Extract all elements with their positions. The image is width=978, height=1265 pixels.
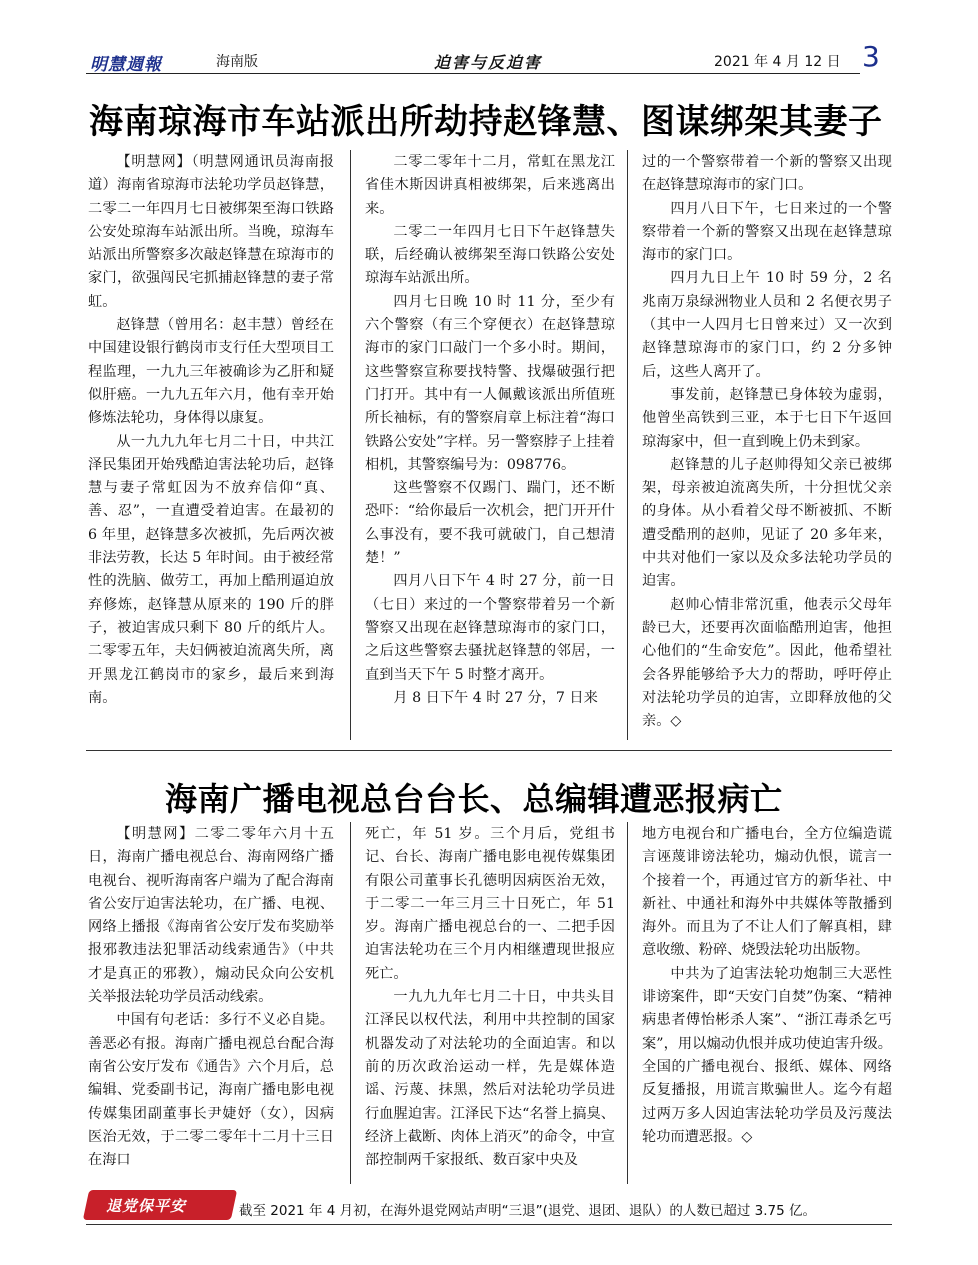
article1-headline: 海南琼海市车站派出所劫持赵锋慧、图谋绑架其妻子: [89, 102, 883, 142]
paragraph: 事发前，赵锋慧已身体较为虚弱，他曾坐高铁到三亚，本于七日下午返回琼海家中，但一直到晚上仍未到家。: [642, 386, 892, 450]
footer-divider: [86, 1224, 892, 1225]
page-number: 3: [862, 40, 880, 73]
article2-headline: 海南广播电视总台台长、总编辑遭恶报病亡: [165, 780, 783, 818]
issue-date: 2021 年 4 月 12 日: [714, 54, 841, 70]
paragraph: 【明慧网】二零二零年六月十五日，海南广播电视总台、海南网络广播电视台、视听海南客户端为了配合海南省公安厅迫害法轮功，在广播、电视、网络上播报《海南省公安厅发布奖励举报邪教违法犯罪活动线索通告》（中共才是真正的邪教），煽动民众向公安机关举报法轮功学员活动线索。: [88, 826, 334, 1006]
paragraph: 月 8 日下午 4 时 27 分，7 日来: [393, 689, 598, 706]
article1-column-2: [365, 151, 615, 710]
paragraph: 赵锋慧（曾用名：赵丰慧）曾经在中国建设银行鹤岗市支行任大型项目工程监理，一九九三年被确诊为乙肝和疑似肝癌。一九九五年六月，他有幸开始修炼法轮功，身体得以康复。: [88, 317, 334, 427]
article2-column-1: [88, 823, 334, 1172]
page-header: [86, 40, 886, 76]
column-divider: [350, 822, 351, 1184]
article1-column-3: [642, 151, 892, 733]
paragraph: 四月八日下午，七日来过的一个警察带着一个新的警察又出现在赵锋慧琼海市的家门口。: [642, 200, 892, 264]
paragraph: 四月八日下午 4 时 27 分，前一日（七日）来过的一个警察带着另一个新警察又出现在赵锋慧琼海市的家门口，之后这些警察去骚扰赵锋慧的邻居，一直到当天下午 5 时整才离开。: [365, 573, 615, 683]
article1-column-1: [88, 151, 334, 710]
footer-notice: 截至 2021 年 4 月初，在海外退党网站声明“三退”(退党、退团、退队）的人数已超过 3.75 亿。: [239, 1203, 817, 1219]
article-divider: [86, 750, 892, 751]
edition-label: 海南版: [216, 54, 258, 70]
column-divider: [627, 822, 628, 1184]
header-divider: [86, 73, 860, 74]
section-title: 迫害与反迫害: [434, 53, 543, 72]
footer: [86, 1190, 892, 1228]
column-divider: [350, 150, 351, 740]
paragraph: 赵帅心情非常沉重，他表示父母年龄已大，还要再次面临酷刑迫害，他担心他们的“生命安危”。因此，他希望社会各界能够给予大力的帮助，呼吁停止对法轮功学员的迫害，立即释放他的父亲。◇: [642, 596, 892, 730]
paragraph: 地方电视台和广播电台，全方位编造谎言诬蔑诽谤法轮功，煽动仇恨，谎言一个接着一个，再通过官方的新华社、中新社、中通社和海外中共媒体等散播到海外。而且为了不让人们了解真相，肆意收缴、粉碎、烧毁法轮功出版物。: [642, 826, 892, 959]
article2-column-3: [642, 823, 892, 1149]
paragraph: 中国有句老话：多行不义必自毙。善恶必有报。海南广播电视总台配合海南省公安厅发布《通告》六个月后，总编辑、党委副书记，海南广播电影电视传媒集团副董事长尹婕妤（女），因病医治无效，于二零二零年十二月十三日在海口: [88, 1012, 334, 1169]
paragraph: 四月九日上午 10 时 59 分，2 名兆南万泉绿洲物业人员和 2 名便衣男子（其中一人四月七日曾来过）又一次到赵锋慧琼海市的家门口，约 2 分多钟后，这些人离开了。: [642, 270, 892, 380]
paragraph: 四月七日晚 10 时 11 分，至少有六个警察（有三个穿便衣）在赵锋慧琼海市的家门口敲门一个多小时。期间，这些警察宣称要找特警、找爆破强行把门打开。其中有一人佩戴该派出所值班所长袖标，有的警察肩章上标注着“海口铁路公安处”字样。另一警察脖子上挂着相机，其警察编号为：098776。: [365, 293, 615, 473]
paragraph: 二零二一年四月七日下午赵锋慧失联，后经确认被绑架至海口铁路公安处琼海车站派出所。: [365, 223, 615, 287]
paragraph: 二零二零年十二月，常虹在黑龙江省佳木斯因讲真相被绑架，后来逃离出来。: [365, 154, 615, 217]
masthead: 明慧週報: [90, 55, 162, 75]
footer-banner: 退党保平安: [106, 1197, 187, 1215]
column-divider: [627, 150, 628, 740]
article2-column-2: [365, 823, 615, 1172]
paragraph: 中共为了迫害法轮功炮制三大恶性诽谤案件，即“天安门自焚”伪案、“精神病患者傅怡彬杀人案”、“浙江毒杀乞丐案”，用以煽动仇恨并成功使迫害升级。全国的广播电视台、报纸、媒体、网络反复播报，用谎言欺骗世人。迄今有超过两万多人因迫害法轮功学员及污蔑法轮功而遭恶报。◇: [642, 965, 892, 1145]
paragraph: 一九九九年七月二十日，中共头目江泽民以权代法，利用中共控制的国家机器发动了对法轮功的全面迫害。和以前的历次政治运动一样，先是媒体造谣、污蔑、抹黑，然后对法轮功学员进行血腥迫害。江泽民下达“名誉上搞臭、经济上截断、肉体上消灭”的命令，中宣部控制两千家报纸、数百家中央及: [365, 989, 615, 1169]
paragraph: 从一九九九年七月二十日，中共江泽民集团开始残酷迫害法轮功后，赵锋慧与妻子常虹因为不放弃信仰“真、善、忍”，一直遭受着迫害。在最初的 6 年里，赵锋慧多次被抓，先后两次被非法劳教，长达 5 年时间。由于被经常性的洗脑、做劳工，再加上酷刑逼迫放弃修炼，赵锋慧从原来的 190 斤的胖子，被迫害成只剩下 80 斤的纸片人。二零零五年，夫妇俩被迫流离失所，离开黑龙江鹤岗市的家乡，最后来到海南。: [88, 433, 334, 706]
paragraph: 【明慧网】（明慧网通讯员海南报道）海南省琼海市法轮功学员赵锋慧，二零二一年四月七日被绑架至海口铁路公安处琼海车站派出所。当晚，琼海车站派出所警察多次敲赵锋慧在琼海市的家门，欲强闯民宅抓捕赵锋慧的妻子常虹。: [88, 154, 334, 310]
paragraph: 这些警察不仅踢门、踹门，还不断恐吓：“给你最后一次机会，把门开开什么事没有，要不我可就破门，自己想清楚！”: [365, 480, 615, 567]
paragraph: 赵锋慧的儿子赵帅得知父亲已被绑架，母亲被迫流离失所，十分担忧父亲的身体。从小看着父母不断被抓、不断遭受酷刑的赵帅，见证了 20 多年来，中共对他们一家以及众多法轮功学员的迫害。: [642, 456, 892, 590]
paragraph: 过的一个警察带着一个新的警察又出现在赵锋慧琼海市的家门口。: [642, 154, 892, 194]
paragraph: 死亡，年 51 岁。三个月后，党组书记、台长、海南广播电影电视传媒集团有限公司董事长孔德明因病医治无效，于二零二一年三月三十日死亡，年 51 岁。海南广播电视总台的一、二把手因迫害法轮功在三个月内相继遭现世报应死亡。: [365, 826, 615, 982]
